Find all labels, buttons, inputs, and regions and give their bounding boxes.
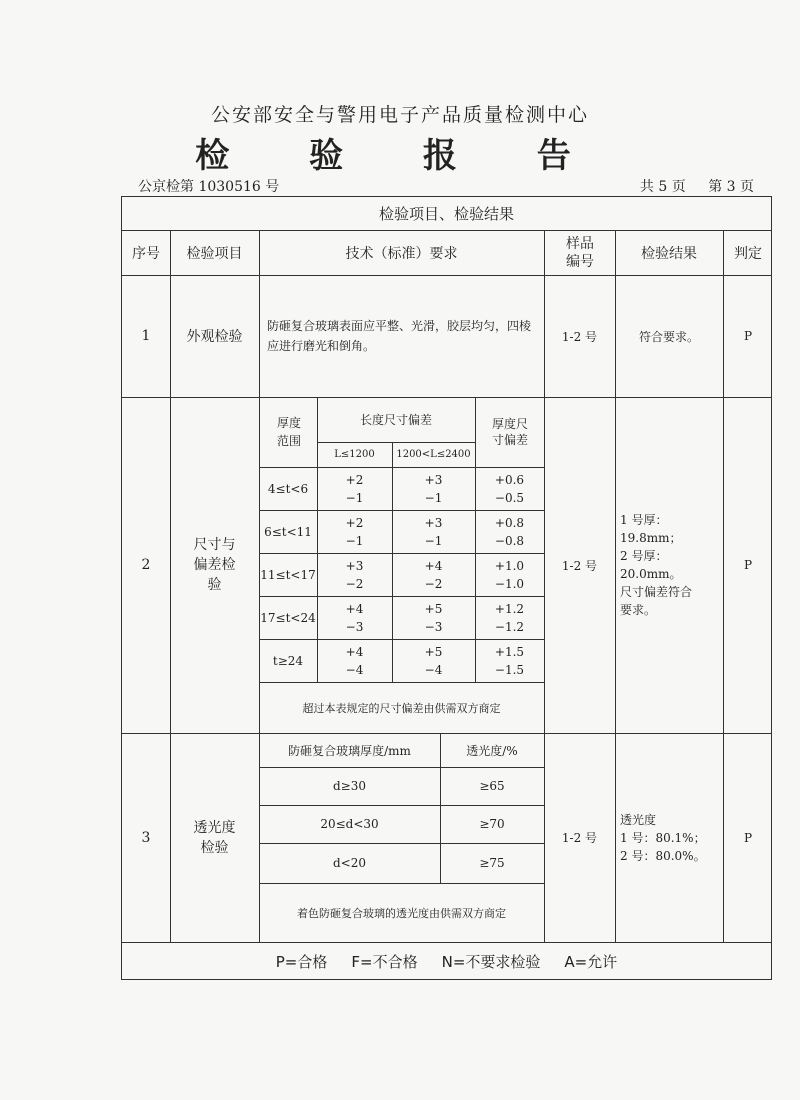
trans-d-2: 20≤d<30 (320, 817, 379, 831)
dim-head-l2: 1200<L≤2400 (396, 449, 471, 460)
dim-l1-value: −1 (345, 533, 364, 548)
dim-t-value: +1.0 (494, 558, 525, 573)
dim-l2-value: +3 (424, 472, 443, 487)
dim-t-value: −0.8 (494, 533, 525, 548)
legend-pass: P=合格 (275, 952, 328, 971)
legend-not-required: N=不要求检验 (441, 952, 541, 971)
dim-l1-value: −1 (345, 490, 364, 505)
total-pages: 共 5 页 (639, 179, 686, 195)
col-header-verdict: 判定 (734, 246, 762, 262)
row1-requirement: 防砸复合玻璃表面应平整、光滑，胶层均匀，四棱应进行磨光和倒角。 (267, 319, 532, 353)
dim-l2-1 (392, 467, 475, 510)
dim-l2-value: −4 (424, 662, 443, 677)
row1-sample: 1-2 号 (561, 329, 598, 344)
row3-result-line: 2 号：80.0%。 (620, 848, 706, 863)
dim-l2-value: −3 (424, 619, 443, 634)
row1-item: 外观检验 (186, 329, 243, 345)
current-page: 第 3 页 (708, 179, 754, 195)
dim-head-thickness: 厚度尺寸偏差 (491, 417, 528, 447)
dim-t-value: +1.2 (494, 601, 525, 616)
dim-head-l1: L≤1200 (334, 449, 375, 460)
row2-result (620, 397, 720, 733)
dim-l1-value: −2 (345, 576, 364, 591)
dim-l1-value: −3 (345, 619, 364, 634)
row3-result-line: 透光度 (620, 812, 657, 827)
col-header-sample: 样品编号 (566, 236, 594, 270)
dim-t-1 (475, 467, 544, 510)
dim-t-value: +1.5 (494, 644, 525, 659)
dim-l2-5 (392, 639, 475, 682)
dim-t-value: +0.8 (494, 515, 525, 530)
dim-range-3: 11≤t<17 (260, 567, 316, 582)
legend-allowed: A=允许 (564, 952, 618, 971)
row1-no: 1 (141, 328, 151, 344)
dim-l1-2 (317, 510, 392, 553)
dim-range-1: 4≤t<6 (267, 481, 309, 496)
row2-no: 2 (141, 557, 151, 573)
trans-v-2: ≥70 (479, 817, 505, 831)
dim-l1-value: +4 (345, 601, 364, 616)
row2-result-line: 尺寸偏差符合 (620, 585, 693, 599)
dim-note: 超过本表规定的尺寸偏差由供需双方商定 (302, 701, 501, 715)
trans-note: 着色防砸复合玻璃的透光度由供需双方商定 (297, 906, 506, 920)
trans-d-3: d<20 (332, 856, 366, 870)
row2-result-line: 2 号厚：20.0mm。 (620, 549, 682, 581)
dim-l2-value: +5 (424, 644, 443, 659)
dim-t-4 (475, 596, 544, 639)
dim-l1-value: −4 (345, 662, 364, 677)
dim-l1-3 (317, 553, 392, 596)
dim-range-5: t≥24 (272, 653, 304, 668)
dim-l2-value: −1 (424, 490, 443, 505)
dim-head-length: 长度尺寸偏差 (359, 413, 432, 427)
dim-l1-1 (317, 467, 392, 510)
trans-head-value: 透光度/% (466, 743, 518, 758)
dim-range-2: 6≤t<11 (264, 524, 312, 539)
col-header-result: 检验结果 (641, 246, 697, 262)
row3-result (620, 733, 720, 942)
row2-sample: 1-2 号 (561, 558, 598, 573)
report-title: 检 验 报 告 (195, 136, 605, 176)
dim-l2-value: +3 (424, 515, 443, 530)
dim-t-value: +0.6 (494, 472, 525, 487)
row1-verdict: P (743, 329, 753, 343)
report-number: 公京检第 1030516 号 (138, 179, 280, 195)
dim-l2-4 (392, 596, 475, 639)
org-name: 公安部安全与警用电子产品质量检测中心 (210, 104, 589, 126)
dim-t-value: −1.0 (494, 576, 525, 591)
trans-d-1: d≥30 (332, 779, 366, 793)
row2-result-line: 1 号厚：19.8mm； (620, 513, 682, 545)
dim-range-4: 17≤t<24 (260, 610, 316, 625)
dim-l1-value: +4 (345, 644, 364, 659)
col-header-item: 检验项目 (186, 246, 243, 262)
dim-l2-value: +4 (424, 558, 443, 573)
results-table (121, 196, 772, 980)
dim-l2-2 (392, 510, 475, 553)
dim-l2-value: −2 (424, 576, 443, 591)
dim-l1-value: +3 (345, 558, 364, 573)
row2-result-line: 要求。 (620, 603, 657, 617)
row3-item: 透光度检验 (193, 819, 236, 856)
dim-l2-value: +5 (424, 601, 443, 616)
row3-sample: 1-2 号 (561, 831, 598, 845)
trans-v-1: ≥65 (479, 779, 505, 793)
col-header-no: 序号 (132, 246, 160, 262)
dim-t-3 (475, 553, 544, 596)
trans-head-thickness: 防砸复合玻璃厚度/mm (288, 743, 411, 758)
dim-l1-value: +2 (345, 472, 364, 487)
dim-l1-value: +2 (345, 515, 364, 530)
row2-item: 尺寸与偏差检验 (193, 537, 236, 593)
dim-l2-3 (392, 553, 475, 596)
row2-verdict: P (743, 558, 753, 572)
page-info (622, 176, 754, 196)
col-header-requirement: 技术（标准）要求 (345, 246, 458, 262)
dim-l1-5 (317, 639, 392, 682)
dim-t-value: −1.2 (494, 619, 525, 634)
row3-result-line: 1 号：80.1%； (620, 830, 706, 845)
row3-no: 3 (141, 829, 151, 846)
section-title: 检验项目、检验结果 (122, 197, 771, 231)
dim-l1-4 (317, 596, 392, 639)
legend-fail: F=不合格 (351, 952, 418, 971)
verdict-legend (122, 942, 771, 980)
row1-result: 符合要求。 (638, 329, 699, 344)
dim-l2-value: −1 (424, 533, 443, 548)
dim-t-value: −1.5 (494, 662, 525, 677)
dim-t-value: −0.5 (494, 490, 525, 505)
dim-head-range: 厚度范围 (276, 416, 301, 448)
row3-verdict: P (743, 830, 753, 845)
dim-t-5 (475, 639, 544, 682)
dim-t-2 (475, 510, 544, 553)
trans-v-3: ≥75 (479, 856, 505, 870)
